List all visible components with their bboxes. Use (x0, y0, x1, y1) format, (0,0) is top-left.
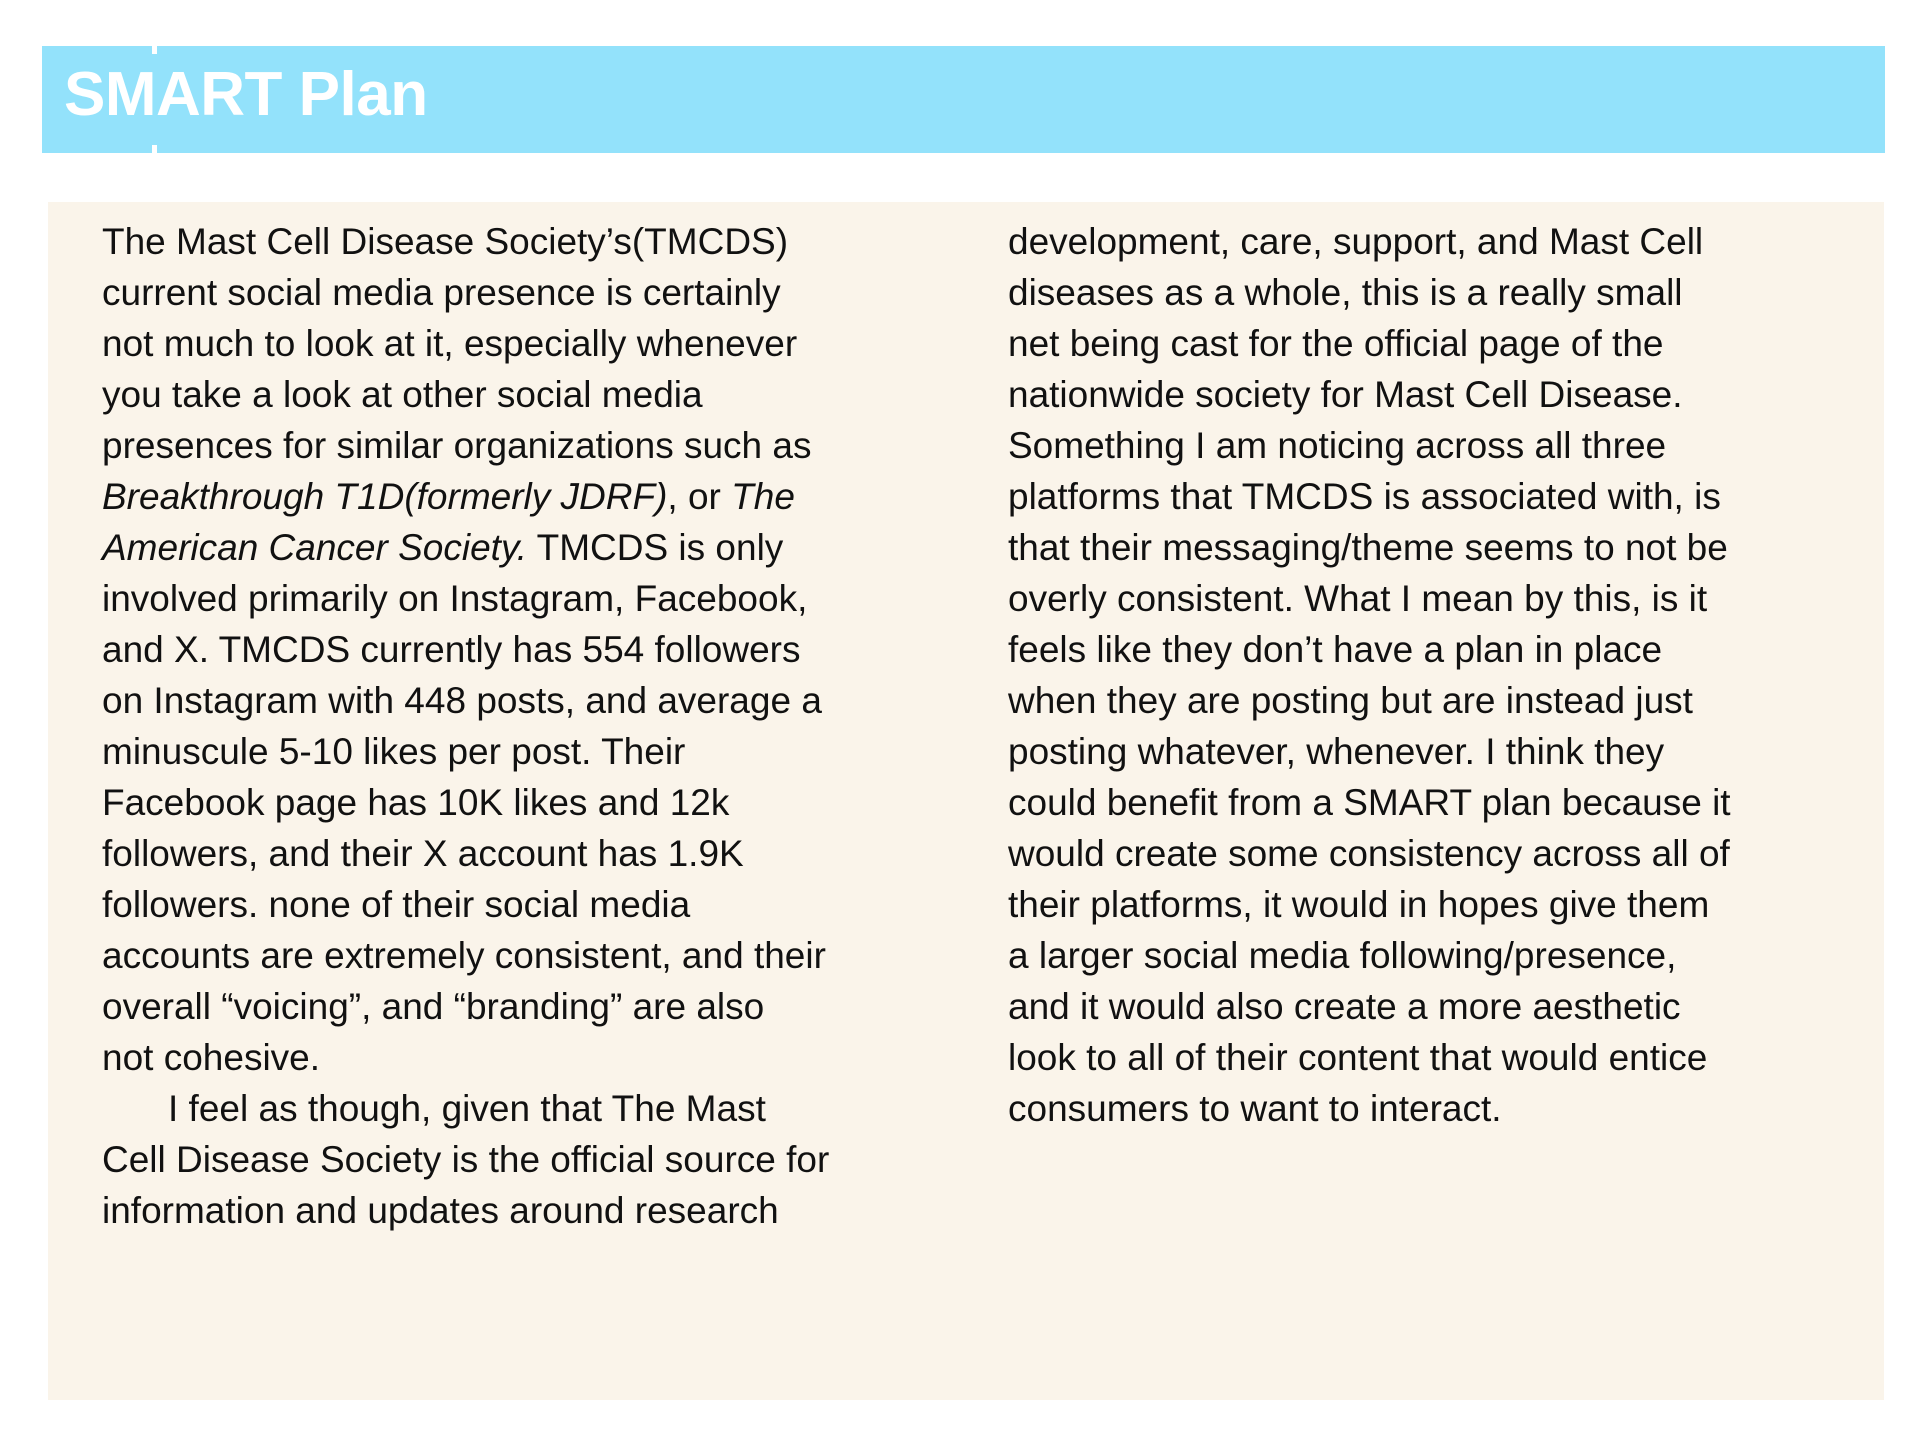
text-line: on Instagram with 448 posts, and average a (102, 680, 822, 721)
org-name-italic: The (731, 476, 795, 517)
text-line: involved primarily on Instagram, Facebook, (102, 578, 808, 619)
text-line: a larger social media following/presence, (1008, 935, 1677, 976)
text-line: not much to look at it, especially whenever (102, 323, 798, 364)
right-text-column (1008, 216, 1848, 1134)
text-line: followers. none of their social media (102, 884, 691, 925)
header-tick-bottom (152, 145, 157, 153)
text-line: Facebook page has 10K likes and 12k (102, 782, 730, 823)
text-line: followers, and their X account has 1.9K (102, 833, 744, 874)
text-line: would create some consistency across all of (1008, 833, 1730, 874)
content-box (48, 202, 1884, 1400)
text-line: not cohesive. (102, 1037, 321, 1078)
text-line: diseases as a whole, this is a really small (1008, 272, 1683, 313)
text-line: Something I am noticing across all three (1008, 425, 1667, 466)
page-title: SMART Plan (64, 60, 428, 129)
text-line: posting whatever, whenever. I think they (1008, 731, 1665, 772)
text-line: information and updates around research (102, 1190, 779, 1231)
org-name-italic: Breakthrough T1D(formerly JDRF) (102, 476, 668, 517)
text-line: nationwide society for Mast Cell Disease. (1008, 374, 1683, 415)
text-line: overly consistent. What I mean by this, is it (1008, 578, 1708, 619)
text-line: that their messaging/theme seems to not be (1008, 527, 1728, 568)
header-tick-top (152, 46, 157, 54)
text-line: when they are posting but are instead just (1008, 680, 1693, 721)
org-name-italic: American Cancer Society. (102, 527, 527, 568)
text-line: their platforms, it would in hopes give them (1008, 884, 1710, 925)
text-line: platforms that TMCDS is associated with, is (1008, 476, 1721, 517)
text-line: presences for similar organizations such as (102, 425, 812, 466)
text-line: overall “voicing”, and “branding” are also (102, 986, 765, 1027)
left-text-column (102, 216, 952, 1236)
text-line: consumers to want to interact. (1008, 1088, 1502, 1129)
text-line: current social media presence is certainly (102, 272, 781, 313)
text-line: and it would also create a more aesthetic (1008, 986, 1681, 1027)
header-bar (42, 46, 1885, 153)
text-line: look to all of their content that would entice (1008, 1037, 1708, 1078)
text-line: The Mast Cell Disease Society’s(TMCDS) (102, 221, 789, 262)
text-line: you take a look at other social media (102, 374, 703, 415)
text-line: accounts are extremely consistent, and their (102, 935, 826, 976)
text-line: Breakthrough T1D(formerly JDRF), or The (102, 476, 795, 517)
text-line: development, care, support, and Mast Cell (1008, 221, 1704, 262)
text-line: net being cast for the official page of the (1008, 323, 1664, 364)
text-line: and X. TMCDS currently has 554 followers (102, 629, 801, 670)
text-line: Cell Disease Society is the official source for (102, 1139, 830, 1180)
text-line: American Cancer Society. TMCDS is only (102, 527, 784, 568)
text-line: feels like they don’t have a plan in place (1008, 629, 1663, 670)
text-line: minuscule 5-10 likes per post. Their (102, 731, 686, 772)
text-line: I feel as though, given that The Mast (168, 1088, 766, 1129)
text-line: could benefit from a SMART plan because it (1008, 782, 1731, 823)
